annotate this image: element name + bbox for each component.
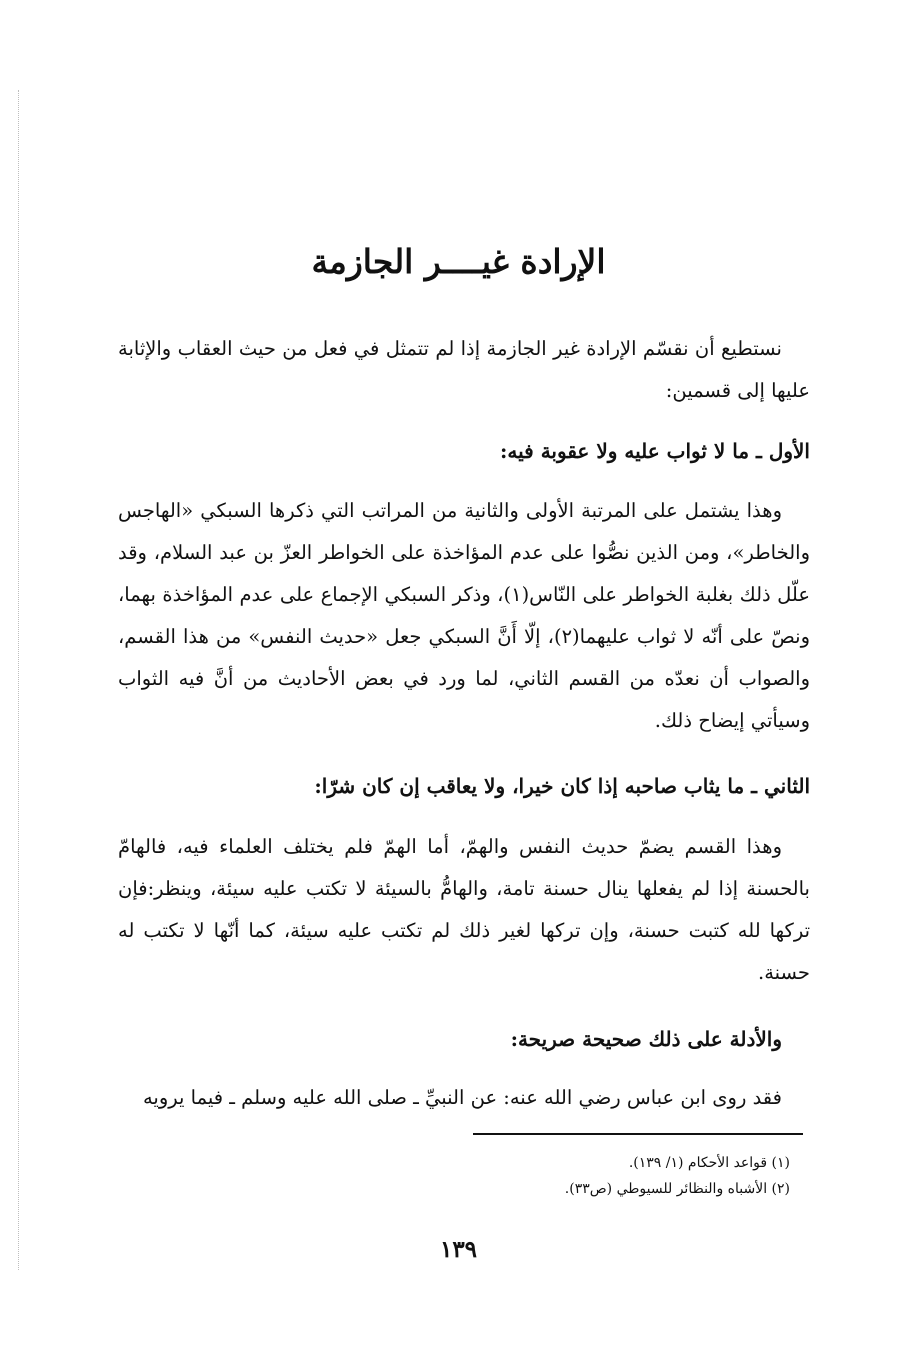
intro-text: نستطيع أن نقسّم الإرادة غير الجازمة إذا لم تتمثل في فعل من حيث العقاب والإثابة عليها إلى قسمين: — [118, 337, 810, 402]
section-3-text: فقد روى ابن عباس رضي الله عنه: عن النبيِّ ـ صلى الله عليه وسلم ـ فيما يرويه — [142, 1086, 782, 1109]
footnote-1: (١) قواعد الأحكام (١/ ١٣٩). — [628, 1155, 790, 1171]
section-3-heading: والأدلة على ذلك صحيحة صريحة: — [510, 1027, 782, 1051]
page-number: ١٣٩ — [439, 1236, 478, 1263]
section-3-paragraph — [118, 1077, 810, 1119]
section-2-text: وهذا القسم يضمّ حديث النفس والهمّ، أما الهمّ فلم يختلف العلماء فيه، فالهامّ بالحسنة إذا لم يفعلها ينال حسنة تامة، والهامُّ بالسيئة لا تكتب عليه سيئة، وينظر:فإن تركها لله كتبت حسنة، وإن تركها لغير ذلك لم تكتب عليه سيئة، كما أنّها لا تكتب له حسنة. — [118, 835, 810, 984]
section-2-paragraph — [118, 826, 810, 994]
intro-paragraph — [118, 328, 810, 412]
footnote-2: (٢) الأشباه والنظائر للسيوطي (ص٣٣). — [564, 1181, 790, 1197]
section-2-heading: الثاني ـ ما يثاب صاحبه إذا كان خيرا، ولا يعاقب إن كان شرّا: — [314, 774, 810, 798]
section-1-text: وهذا يشتمل على المرتبة الأولى والثانية من المراتب التي ذكرها السبكي «الهاجس والخاطر»، ومن الذين نصُّوا على عدم المؤاخذة على الخواطر العزّ بن عبد السلام، وقد علّل ذلك بغلبة الخواطر على النّاس(١)، وذكر السبكي الإجماع على عدم المؤاخذة بهما، ونصّ على أنّه لا ثواب عليهما(٢)، إلّا أَنَّ السبكي جعل «حديث النفس» من هذا القسم، والصواب أن نعدّه من القسم الثاني، لما ورد في بعض الأحاديث من أنَّ فيه الثواب وسيأتي إيضاح ذلك. — [118, 499, 810, 732]
footnotes — [320, 1150, 790, 1202]
section-1-heading: الأول ـ ما لا ثواب عليه ولا عقوبة فيه: — [500, 439, 810, 463]
footnote-divider — [473, 1133, 803, 1135]
page-title: الإرادة غيــــر الجازمة — [311, 242, 606, 281]
section-1-paragraph — [118, 490, 810, 742]
